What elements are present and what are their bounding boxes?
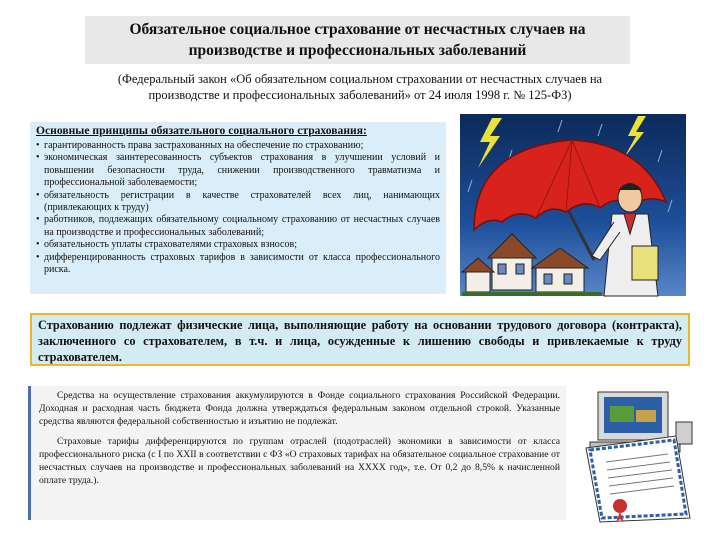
document-icon [586,436,690,522]
list-item: • обязательность регистрации в качестве страхователей всех лиц, нанимающих (привлекающих к труду) [36,190,440,215]
folder-icon [632,246,658,280]
list-item: • обязательность уплаты страхователями страховых взносов; [36,239,440,251]
page-title [85,16,630,64]
seal-icon [613,499,627,513]
law-reference [78,71,642,103]
list-item: • работников, подлежащих обязательному социальному страхованию от несчастных случаев на производстве и профессиональных заболеваний; [36,214,440,239]
umbrella-illustration [452,110,690,300]
list-item: • дифференцированность страховых тарифов в зависимости от класса профессионального риска. [36,252,440,277]
list-item: • экономическая заинтересованность субъектов страхования в улучшении условий и повышении безопасности труда, снижении производственного травматизма и профессиональной заболеваемости; [36,152,440,189]
list-item: • гарантированность права застрахованных на обеспечение по страхованию; [36,140,440,152]
principles-list [36,140,440,276]
title-line-1: Обязательное социальное страхование от несчастных случаев на [129,21,586,38]
funds-box [28,386,566,520]
insured-persons-box [30,313,690,366]
title-line-2: производстве и профессиональных заболеваний [188,42,527,59]
funds-paragraph-1: Средства на осуществление страхования аккумулируются в Фонде социального страхования Российской Федерации. Доходная и расходная часть бюджета Фонда должна утверждаться федеральным законом отдельной строкой. Указанные средства являются федеральной собственностью и изъятию не подлежат. [39,390,560,427]
law-line-1: (Федеральный закон «Об обязательном социальном страховании от несчастных случаев на [117,72,603,86]
principles-box [30,122,446,294]
certificate-illustration [580,386,698,524]
insured-text: Страхованию подлежат физические лица, выполняющие работу на основании трудового договора (контракта), заключенного со страхователем, в т.ч. и лица, осужденные к лишению свободы и привлекаемые к труду страхователем. [38,318,682,364]
funds-paragraph-2: Страховые тарифы дифференцируются по группам отраслей (подотраслей) экономики в зависимости от класса профессионального риска (с I по XXII в соответствии с ФЗ «О страховых тарифах на обязательное социальное страхование от несчастных случаев на производстве и профессиональных заболеваний на ХХХХ год», т.е. От 0,2 до 8,5% к начисленной оплате труда.). [39,436,560,486]
law-line-2: производстве и профессиональных заболеваний» от 24 июля 1998 г. № 125-ФЗ) [148,88,572,102]
principles-heading: Основные принципы обязательного социального страхования: [36,124,367,137]
